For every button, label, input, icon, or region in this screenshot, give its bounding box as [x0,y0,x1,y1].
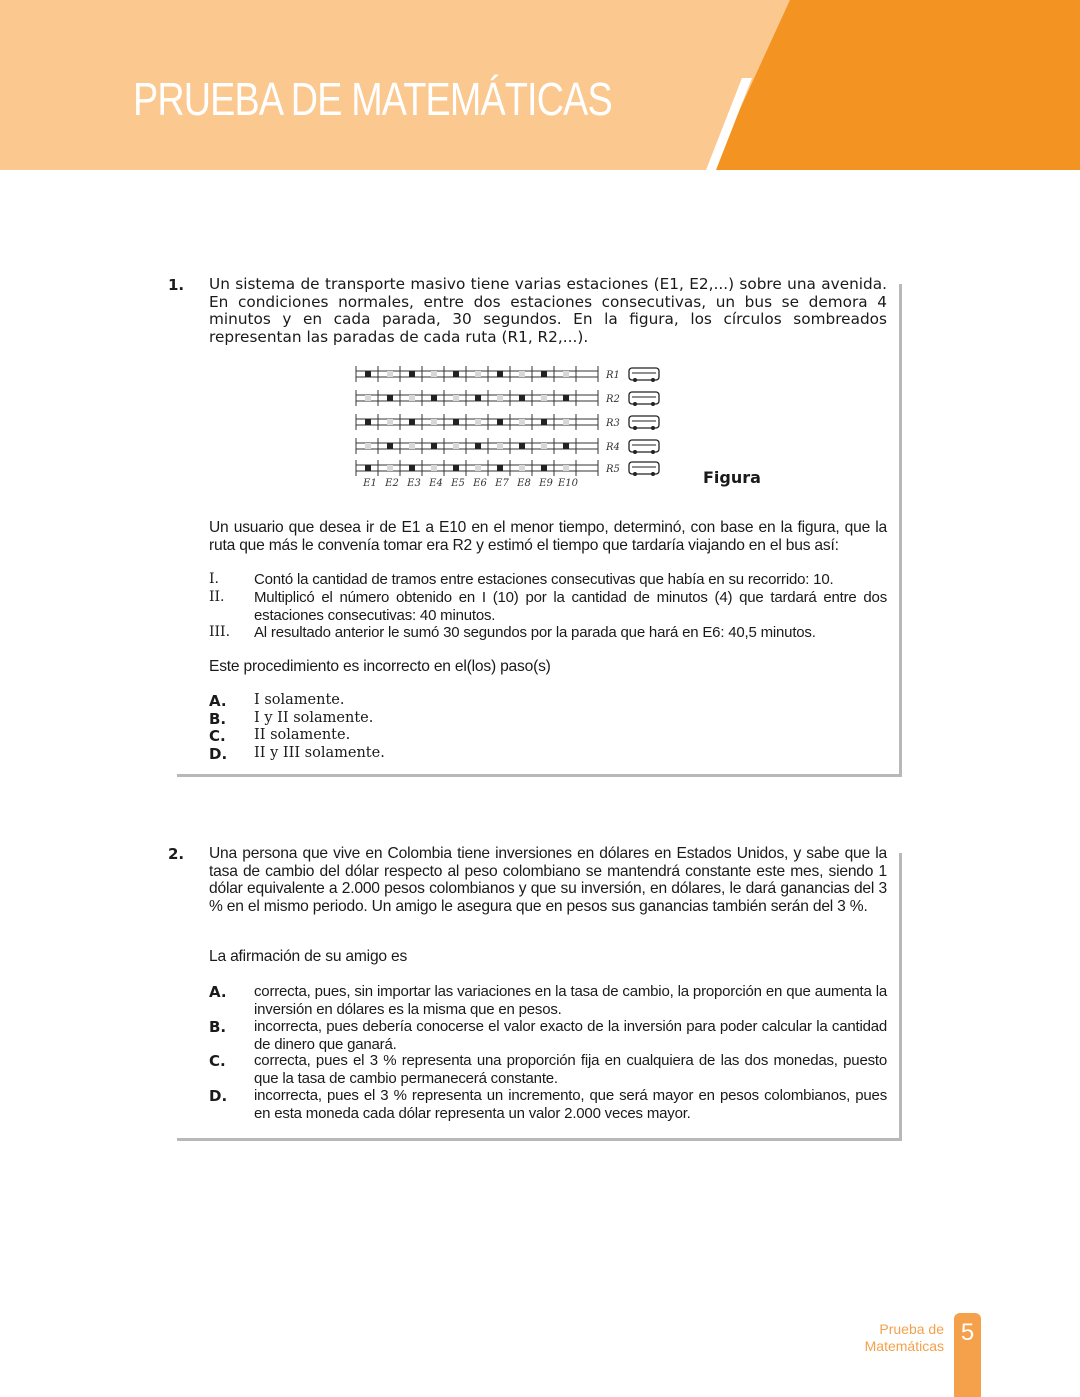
station-label: E10 [557,478,579,489]
route-stop [453,371,459,377]
footer-line-1: Prueba de [879,1321,944,1337]
route-stop [365,371,371,377]
bus-icon [629,392,659,404]
bus-icon [633,378,637,382]
route-stop [519,395,525,401]
station-label: E6 [473,478,487,489]
step-text: Al resultado anterior le sumó 30 segundos por la parada que hará en E6: 40,5 minutos. [254,624,816,641]
route-stop [541,443,547,449]
footer-line-2: Matemáticas [864,1338,944,1354]
step-numeral: I. [209,571,219,587]
option-b[interactable]: incorrecta, pues debería conocerse el valor exacto de la inversión para poder calcular la cantidad de dinero que ganará. [254,1018,887,1053]
bus-icon [651,426,655,430]
bus-icon [629,462,659,474]
option-d[interactable]: II y III solamente. [254,745,385,761]
route-stop [365,465,371,471]
route-stop [365,395,371,401]
step-numeral: III. [209,624,231,640]
bus-icon [651,450,655,454]
route-stop [387,419,393,425]
route-stop [453,443,459,449]
bus-icon [651,378,655,382]
route-stop [409,443,415,449]
route-stop [387,395,393,401]
step-text: Contó la cantidad de tramos entre estaciones consecutivas que había en su recorrido: 10. [254,571,834,588]
question-1 [168,276,908,776]
option-letter: C. [209,1052,226,1070]
route-stop [563,395,569,401]
route-stop [519,371,525,377]
route-stop [497,371,503,377]
route-label: R1 [606,370,620,381]
route-stop [431,443,437,449]
bus-icon [633,472,637,476]
route-stop [475,395,481,401]
route-stop [409,395,415,401]
question-stem: Un sistema de transporte masivo tiene varias estaciones (E1, E2,...) sobre una avenida. En condiciones normales, entre dos estaciones consecutivas, un bus se demora 4 minutos y en cada parada, 30 segundos. En la figura, los círculos sombreados representan las paradas de cada ruta (R1, R2,...). [209,275,887,346]
option-c[interactable]: correcta, pues el 3 % representa una proporción fija en cualquiera de las dos monedas, puesto que la tasa de cambio permanecerá constante. [254,1052,887,1087]
question-prompt: Este procedimiento es incorrecto en el(los) paso(s) [209,658,551,675]
page-title: PRUEBA DE MATEMÁTICAS [133,73,612,125]
route-stop [409,465,415,471]
route-stop [541,395,547,401]
bus-icon [629,440,659,452]
bus-icon [633,450,637,454]
route-stop [475,443,481,449]
option-letter: A. [209,983,227,1001]
route-stop [453,465,459,471]
route-stop [431,395,437,401]
route-stop [475,371,481,377]
bus-icon [629,368,659,380]
route-stop [497,395,503,401]
route-label: R4 [606,442,620,453]
option-letter: A. [209,692,227,710]
route-stop [475,419,481,425]
station-label: E2 [385,478,399,489]
route-stop [563,443,569,449]
station-label: E1 [363,478,377,489]
page-number: 5 [960,1319,975,1346]
route-label: R3 [606,418,620,429]
routes-figure [354,364,674,490]
route-label: R5 [606,464,620,475]
route-stop [431,465,437,471]
route-stop [541,371,547,377]
station-label: E4 [429,478,443,489]
route-stop [453,419,459,425]
route-stop [453,395,459,401]
question-number: 1. [168,276,185,294]
footer-section-label [865,1321,944,1355]
route-stop [519,465,525,471]
station-label: E7 [495,478,509,489]
bus-icon [651,402,655,406]
page-number-tab [954,1313,981,1397]
route-stop [563,371,569,377]
question-stem: Una persona que vive en Colombia tiene inversiones en dólares en Estados Unidos, y sabe que la tasa de cambio del dólar respecto al peso colombiano se mantendrá constante este mes, siendo 1 dólar equivalente a 2.000 pesos colombianos y que su inversión, en dólares, le dará ganancias del 3 % en el mismo periodo. Un amigo le asegura que en pesos sus ganancias también serán del 3 %. [209,845,887,915]
option-letter: B. [209,710,227,728]
route-stop [365,443,371,449]
page-header [0,0,1080,170]
station-label: E5 [451,478,465,489]
route-stop [563,419,569,425]
route-stop [409,419,415,425]
route-stop [497,419,503,425]
option-a[interactable]: I solamente. [254,692,345,708]
step-text: Multiplicó el número obtenido en I (10) por la cantidad de minutos (4) que tardará entre dos estaciones consecutivas: 40 minutos. [254,589,887,624]
route-stop [387,371,393,377]
question-context: Un usuario que desea ir de E1 a E10 en el menor tiempo, determinó, con base en la figura, que la ruta que más le convenía tomar era R2 y estimó el tiempo que tardaría viajando en el bus así: [209,519,887,554]
question-number: 2. [168,845,185,863]
option-c[interactable]: II solamente. [254,727,351,743]
question-2 [168,845,908,1140]
step-numeral: II. [209,589,225,605]
route-stop [541,465,547,471]
route-label: R2 [606,394,620,405]
route-stop [563,465,569,471]
route-stop [475,465,481,471]
station-label: E9 [539,478,553,489]
route-stop [519,443,525,449]
route-stop [497,443,503,449]
route-stop [431,371,437,377]
figure-label: Figura [703,468,761,487]
option-letter: B. [209,1018,227,1036]
station-label: E3 [407,478,421,489]
route-stop [519,419,525,425]
option-letter: D. [209,745,228,763]
route-stop [365,419,371,425]
route-stop [431,419,437,425]
bus-icon [629,416,659,428]
question-prompt: La afirmación de su amigo es [209,948,408,965]
bus-icon [633,402,637,406]
route-stop [541,419,547,425]
option-a[interactable]: correcta, pues, sin importar las variaciones en la tasa de cambio, la proporción en que aumenta la inversión en dólares es la misma que en pesos. [254,983,887,1018]
route-stop [497,465,503,471]
option-b[interactable]: I y II solamente. [254,710,374,726]
route-stop [387,443,393,449]
station-label: E8 [517,478,531,489]
route-stop [409,371,415,377]
bus-icon [633,426,637,430]
option-d[interactable]: incorrecta, pues el 3 % representa un incremento, que será mayor en pesos colombianos, pues en esta moneda cada dólar representa un valor 2.000 veces mayor. [254,1087,887,1122]
option-letter: D. [209,1087,228,1105]
option-letter: C. [209,727,226,745]
route-stop [387,465,393,471]
bus-icon [651,472,655,476]
